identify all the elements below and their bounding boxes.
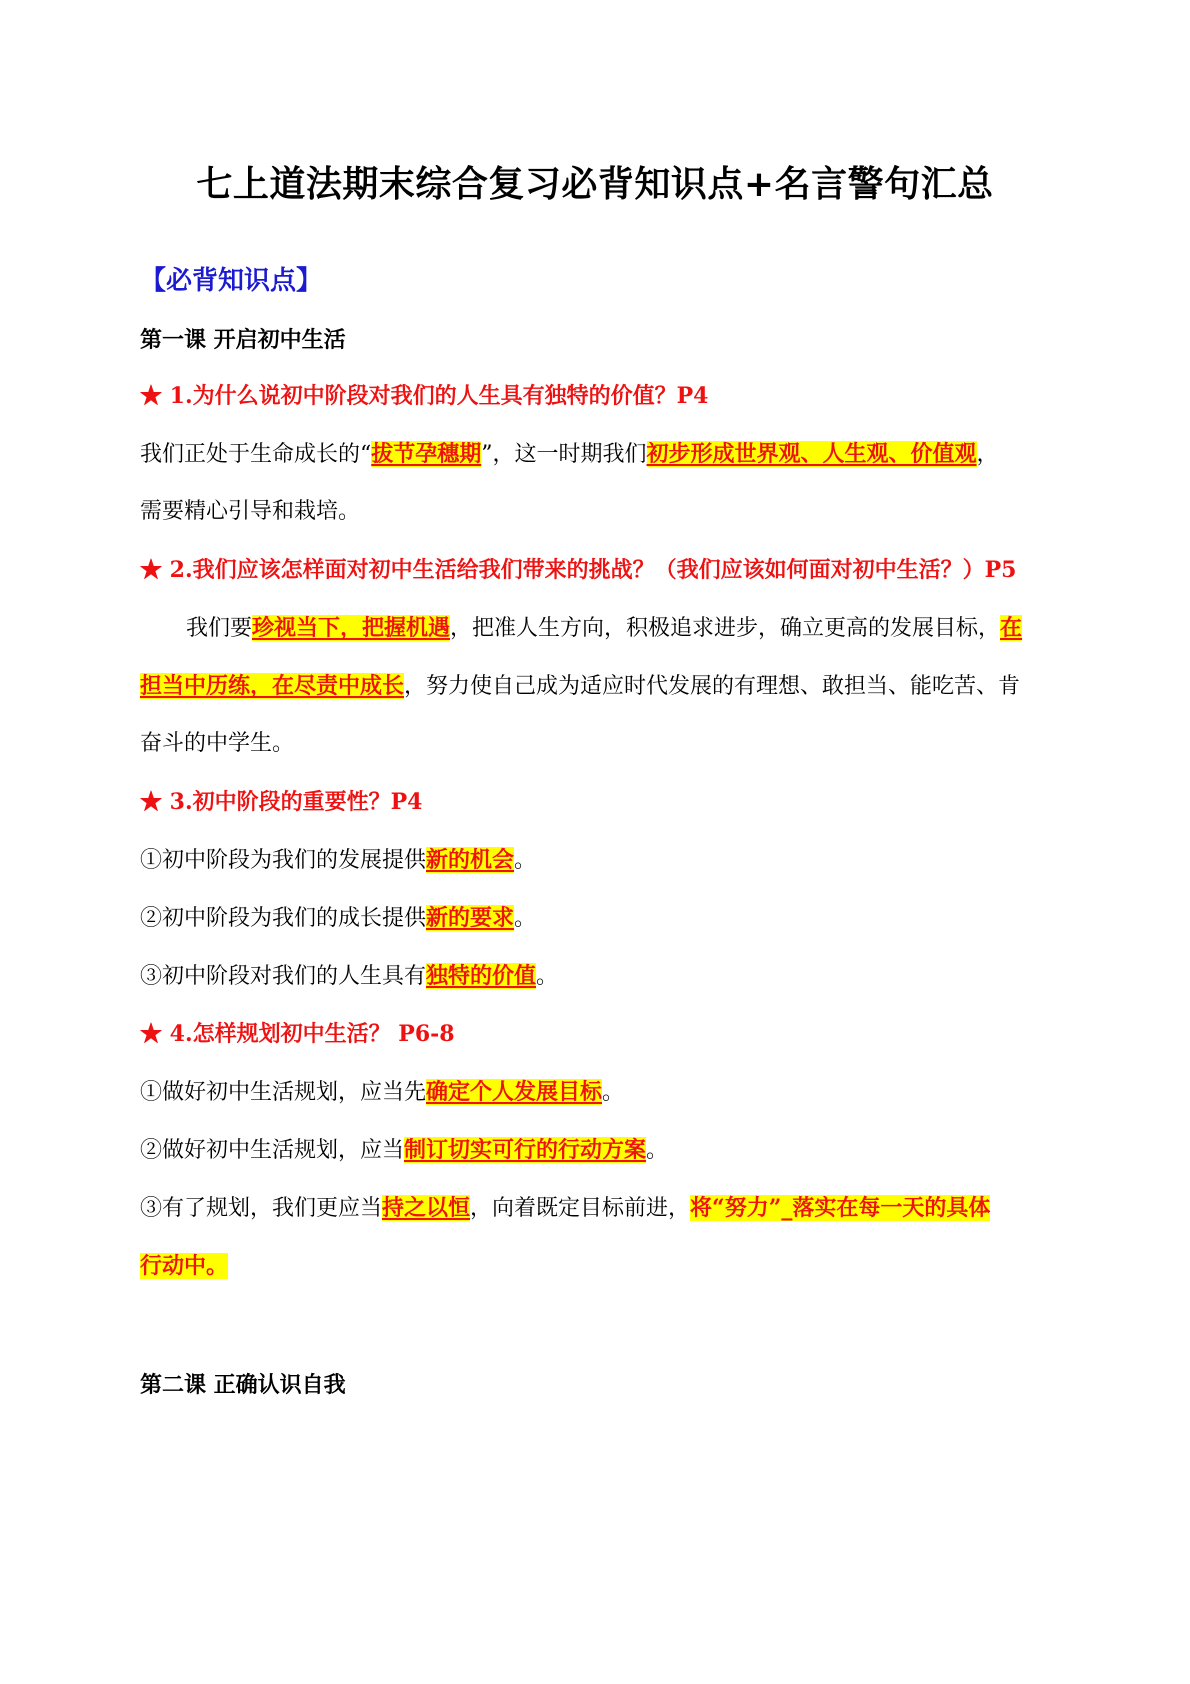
highlight-key-point: 担当中历练，在尽责中成长 xyxy=(140,673,405,699)
highlight-key-point: 制订切实可行的行动方案 xyxy=(404,1137,647,1163)
list-item xyxy=(140,1135,1080,1166)
highlight-key-point: 新的机会 xyxy=(426,847,515,873)
highlight-key-point: 将“努力”_落实在每一天的具体 xyxy=(690,1195,991,1221)
text-segment: 。 xyxy=(514,848,537,873)
highlight-key-point: 拔节孕穗期 xyxy=(371,441,482,467)
text-segment: ， xyxy=(976,442,999,467)
answer-2-line-1 xyxy=(186,613,1126,644)
list-item xyxy=(140,903,1080,934)
text-segment: 。 xyxy=(602,1080,625,1105)
text-segment: ，把准人生方向，积极追求进步，确立更高的发展目标， xyxy=(450,616,1001,641)
text-segment: ③初中阶段对我们的人生具有 xyxy=(140,964,427,989)
text-segment: ”，这一时期我们 xyxy=(481,442,647,467)
text-segment: 我们要 xyxy=(186,616,253,641)
list-item xyxy=(140,1077,1080,1108)
list-item xyxy=(140,961,1080,992)
text-segment: ③有了规划，我们更应当 xyxy=(140,1196,383,1221)
question-2: ★ 2.我们应该怎样面对初中生活给我们带来的挑战？（我们应该如何面对初中生活？）P5 xyxy=(140,557,1017,583)
answer-1-line-1 xyxy=(140,439,1080,470)
highlight-key-point: 独特的价值 xyxy=(426,963,537,989)
highlight-key-point: 新的要求 xyxy=(426,905,515,931)
text-segment: ，向着既定目标前进， xyxy=(470,1196,691,1221)
list-item-continued xyxy=(140,1251,1080,1282)
lesson-2-title: 第二课 正确认识自我 xyxy=(140,1373,346,1398)
lesson-1-title: 第一课 开启初中生活 xyxy=(140,328,346,353)
text-segment: ②初中阶段为我们的成长提供 xyxy=(140,906,427,931)
answer-1-line-2: 需要精心引导和栽培。 xyxy=(140,499,361,524)
text-segment: ，努力使自己成为适应时代发展的有理想、敢担当、能吃苦、肯 xyxy=(404,674,1021,699)
text-segment: ②做好初中生活规划，应当 xyxy=(140,1138,405,1163)
text-segment: 。 xyxy=(536,964,559,989)
list-item xyxy=(140,1193,1080,1224)
question-3: ★ 3.初中阶段的重要性？P4 xyxy=(140,789,423,815)
text-segment: ①做好初中生活规划，应当先 xyxy=(140,1080,427,1105)
text-segment: 。 xyxy=(514,906,537,931)
highlight-key-point: 在 xyxy=(1000,615,1023,641)
highlight-key-point: 初步形成世界观、人生观、价值观 xyxy=(646,441,977,467)
answer-2-line-2 xyxy=(140,671,1080,702)
question-4: ★ 4.怎样规划初中生活？ P6-8 xyxy=(140,1021,455,1047)
highlight-key-point: 持之以恒 xyxy=(382,1195,471,1221)
text-segment: 。 xyxy=(646,1138,669,1163)
question-1: ★ 1.为什么说初中阶段对我们的人生具有独特的价值？P4 xyxy=(140,383,709,409)
highlight-key-point: 行动中。 xyxy=(140,1253,229,1279)
text-segment: 我们正处于生命成长的“ xyxy=(140,442,372,467)
highlight-key-point: 珍视当下，把握机遇 xyxy=(252,615,451,641)
highlight-key-point: 确定个人发展目标 xyxy=(426,1079,603,1105)
list-item xyxy=(140,845,1080,876)
document-title: 七上道法期末综合复习必背知识点+名言警句汇总 xyxy=(196,164,994,205)
answer-2-line-3: 奋斗的中学生。 xyxy=(140,731,295,756)
section-heading: 【必背知识点】 xyxy=(140,266,323,296)
text-segment: ①初中阶段为我们的发展提供 xyxy=(140,848,427,873)
